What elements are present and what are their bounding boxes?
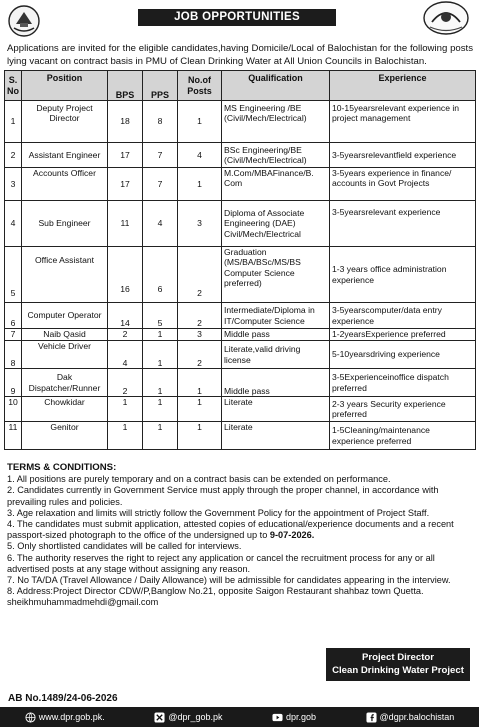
- cell-posts: 3: [178, 329, 222, 341]
- cell-posts: 1: [178, 369, 222, 397]
- cell-position: Assistant Engineer: [22, 143, 108, 168]
- cell-position: Naib Qasid: [22, 329, 108, 341]
- table-row: [5, 369, 476, 397]
- signature-block: [326, 648, 470, 681]
- footer-handle-youtube[interactable]: [272, 707, 316, 727]
- cell-bps: 11: [108, 201, 143, 247]
- x-logo-icon: [154, 712, 165, 723]
- table-row: [5, 101, 476, 143]
- cell-experience: 3-5yearsrelevantfield experience: [330, 143, 476, 168]
- term-item: 6. The authority reserves the right to reject any application or cancel the recruitment process for any or all advertised posts at any stage without assigning any reason.: [7, 552, 435, 574]
- balochistan-seal-icon: [418, 0, 474, 36]
- cell-qualification: BSc Engineering/BE (Civil/Mech/Electrical): [222, 143, 330, 168]
- handle-text: dpr.gob: [286, 712, 317, 722]
- cell-posts: 2: [178, 341, 222, 369]
- cell-posts: 4: [178, 143, 222, 168]
- cell-sno: 5: [5, 247, 22, 303]
- cell-posts: 1: [178, 422, 222, 450]
- signature-project: Clean Drinking Water Project: [332, 665, 464, 676]
- term-item: 2. Candidates currently in Government Service must apply through the proper channel, in accordance with prevailing rules and policies.: [7, 485, 439, 507]
- table-row: [5, 247, 476, 303]
- cell-experience: 2-3 years Security experience preferred: [330, 397, 476, 422]
- table-row: [5, 329, 476, 341]
- cell-posts: 2: [178, 247, 222, 303]
- terms-and-conditions: [7, 462, 473, 609]
- cell-pps: 1: [143, 422, 178, 450]
- table-row: [5, 341, 476, 369]
- cell-sno: 3: [5, 168, 22, 201]
- cell-sno: 1: [5, 101, 22, 143]
- cell-posts: 1: [178, 397, 222, 422]
- cell-sno: 8: [5, 341, 22, 369]
- cell-pps: 7: [143, 143, 178, 168]
- header-position: Position: [22, 71, 108, 101]
- cell-experience: 3-5yearsrelevant experience: [330, 201, 476, 247]
- cell-pps: 1: [143, 397, 178, 422]
- cell-experience: 3-5years experience in finance/ accounts in Govt Projects: [330, 168, 476, 201]
- cell-posts: 1: [178, 168, 222, 201]
- jobs-table: [4, 70, 476, 450]
- cell-bps: 4: [108, 341, 143, 369]
- footer-website[interactable]: [25, 707, 105, 727]
- cell-posts: 1: [178, 101, 222, 143]
- intro-text: Applications are invited for the eligible candidates,having Domicile/Local of Balochistan for the following posts lying vacant on contract basis in PMU of Clean Drinking Water at All Union Councils in Balochistan.: [7, 43, 473, 67]
- cell-pps: 8: [143, 101, 178, 143]
- term-item: 5. Only shortlisted candidates will be called for interviews.: [7, 541, 242, 552]
- term-item: 3. Age relaxation and limits will strictly follow the Government Policy for the appointment of Project Staff.: [7, 507, 430, 518]
- cell-bps: 14: [108, 303, 143, 329]
- cell-sno: 9: [5, 369, 22, 397]
- term-item: 8. Address:Project Director CDW/P,Banglow No.21, opposite Saigon Restaurant shahbaz town Quetta. sheikhmuhammadmehdi@gmail.com: [7, 586, 424, 608]
- footer-bar: [0, 707, 479, 727]
- cell-pps: 1: [143, 341, 178, 369]
- signature-title: Project Director: [362, 652, 434, 663]
- cell-bps: 2: [108, 369, 143, 397]
- cell-position: Office Assistant: [22, 247, 108, 303]
- cell-bps: 18: [108, 101, 143, 143]
- table-row: [5, 201, 476, 247]
- cell-sno: 7: [5, 329, 22, 341]
- cell-sno: 11: [5, 422, 22, 450]
- youtube-icon: [272, 712, 283, 723]
- cell-position: Chowkidar: [22, 397, 108, 422]
- cell-pps: 4: [143, 201, 178, 247]
- cell-position: Sub Engineer: [22, 201, 108, 247]
- term-item: [7, 519, 473, 541]
- cell-pps: 1: [143, 329, 178, 341]
- cell-qualification: Literate: [222, 422, 330, 450]
- cell-experience: 1-2yearsExperience preferred: [330, 329, 476, 341]
- cell-posts: 2: [178, 303, 222, 329]
- footer-handle-x[interactable]: [154, 707, 222, 727]
- cell-pps: 5: [143, 303, 178, 329]
- government-emblem-icon: [6, 4, 42, 38]
- table-row: [5, 422, 476, 450]
- header-sno: S. No: [5, 71, 22, 101]
- cell-bps: 2: [108, 329, 143, 341]
- cell-position: Deputy Project Director: [22, 101, 108, 143]
- handle-text: @dpr_gob.pk: [168, 712, 223, 722]
- cell-position: Accounts Officer: [22, 168, 108, 201]
- cell-sno: 2: [5, 143, 22, 168]
- deadline-date: 9-07-2026.: [269, 530, 315, 541]
- cell-qualification: Graduation (MS/BA/BSc/MS/BS Computer Science preferred): [222, 247, 330, 303]
- cell-posts: 3: [178, 201, 222, 247]
- table-row: [5, 397, 476, 422]
- cell-qualification: Middle pass: [222, 329, 330, 341]
- cell-bps: 1: [108, 397, 143, 422]
- cell-sno: 6: [5, 303, 22, 329]
- cell-position: Genitor: [22, 422, 108, 450]
- website-text: www.dpr.gob.pk.: [38, 712, 105, 722]
- cell-bps: 17: [108, 143, 143, 168]
- term-text: 4. The candidates must submit application, attested copies of educational/experience documents and a recent passport-sized photograph to the office of the undersigned up to: [7, 519, 454, 541]
- cell-position: Vehicle Driver: [22, 341, 108, 369]
- cell-experience: 3-5yearscomputer/data entry experience: [330, 303, 476, 329]
- cell-qualification: Literate: [222, 397, 330, 422]
- handle-text: @dgpr.balochistan: [379, 712, 455, 722]
- cell-bps: 16: [108, 247, 143, 303]
- cell-experience: 1-3 years office administration experience: [330, 247, 476, 303]
- page-title: JOB OPPORTUNITIES: [138, 9, 336, 26]
- cell-sno: 4: [5, 201, 22, 247]
- cell-qualification: Diploma of Associate Engineering (DAE) Civil/Mech/Electrical: [222, 201, 330, 247]
- terms-heading: TERMS & CONDITIONS:: [7, 462, 117, 473]
- table-row: [5, 303, 476, 329]
- header-posts: No.of Posts: [178, 71, 222, 101]
- cell-pps: 1: [143, 369, 178, 397]
- table-row: [5, 143, 476, 168]
- cell-qualification: Middle pass: [222, 369, 330, 397]
- cell-sno: 10: [5, 397, 22, 422]
- cell-experience: 5-10yearsdriving experience: [330, 341, 476, 369]
- cell-qualification: Intermediate/Diploma in IT/Computer Science: [222, 303, 330, 329]
- facebook-icon: [366, 712, 377, 723]
- cell-position: Dak Dispatcher/Runner: [22, 369, 108, 397]
- footer-handle-facebook[interactable]: [366, 707, 455, 727]
- cell-experience: 1-5Cleaning/maintenance experience preferred: [330, 422, 476, 450]
- cell-qualification: M.Com/MBAFinance/B. Com: [222, 168, 330, 201]
- cell-qualification: Literate,valid driving license: [222, 341, 330, 369]
- header-experience: Experience: [330, 71, 476, 101]
- header-pps: PPS: [143, 71, 178, 101]
- term-item: 1. All positions are purely temporary and on a contract basis can be extended on performance.: [7, 474, 391, 485]
- table-row: [5, 168, 476, 201]
- table-header-row: [5, 71, 476, 101]
- advertisement-number: AB No.1489/24-06-2026: [8, 693, 118, 704]
- cell-bps: 17: [108, 168, 143, 201]
- globe-icon: [25, 712, 36, 723]
- cell-bps: 1: [108, 422, 143, 450]
- cell-experience: 10-15yearsrelevant experience in project management: [330, 101, 476, 143]
- cell-pps: 7: [143, 168, 178, 201]
- cell-pps: 6: [143, 247, 178, 303]
- header-qualification: Qualification: [222, 71, 330, 101]
- cell-experience: 3-5Experienceinoffice dispatch preferred: [330, 369, 476, 397]
- cell-position: Computer Operator: [22, 303, 108, 329]
- cell-qualification: MS Engineering /BE (Civil/Mech/Electrical): [222, 101, 330, 143]
- header-bps: BPS: [108, 71, 143, 101]
- term-item: 7. No TA/DA (Travel Allowance / Daily Allowance) will be admissible for candidates appearing in the interview.: [7, 575, 451, 586]
